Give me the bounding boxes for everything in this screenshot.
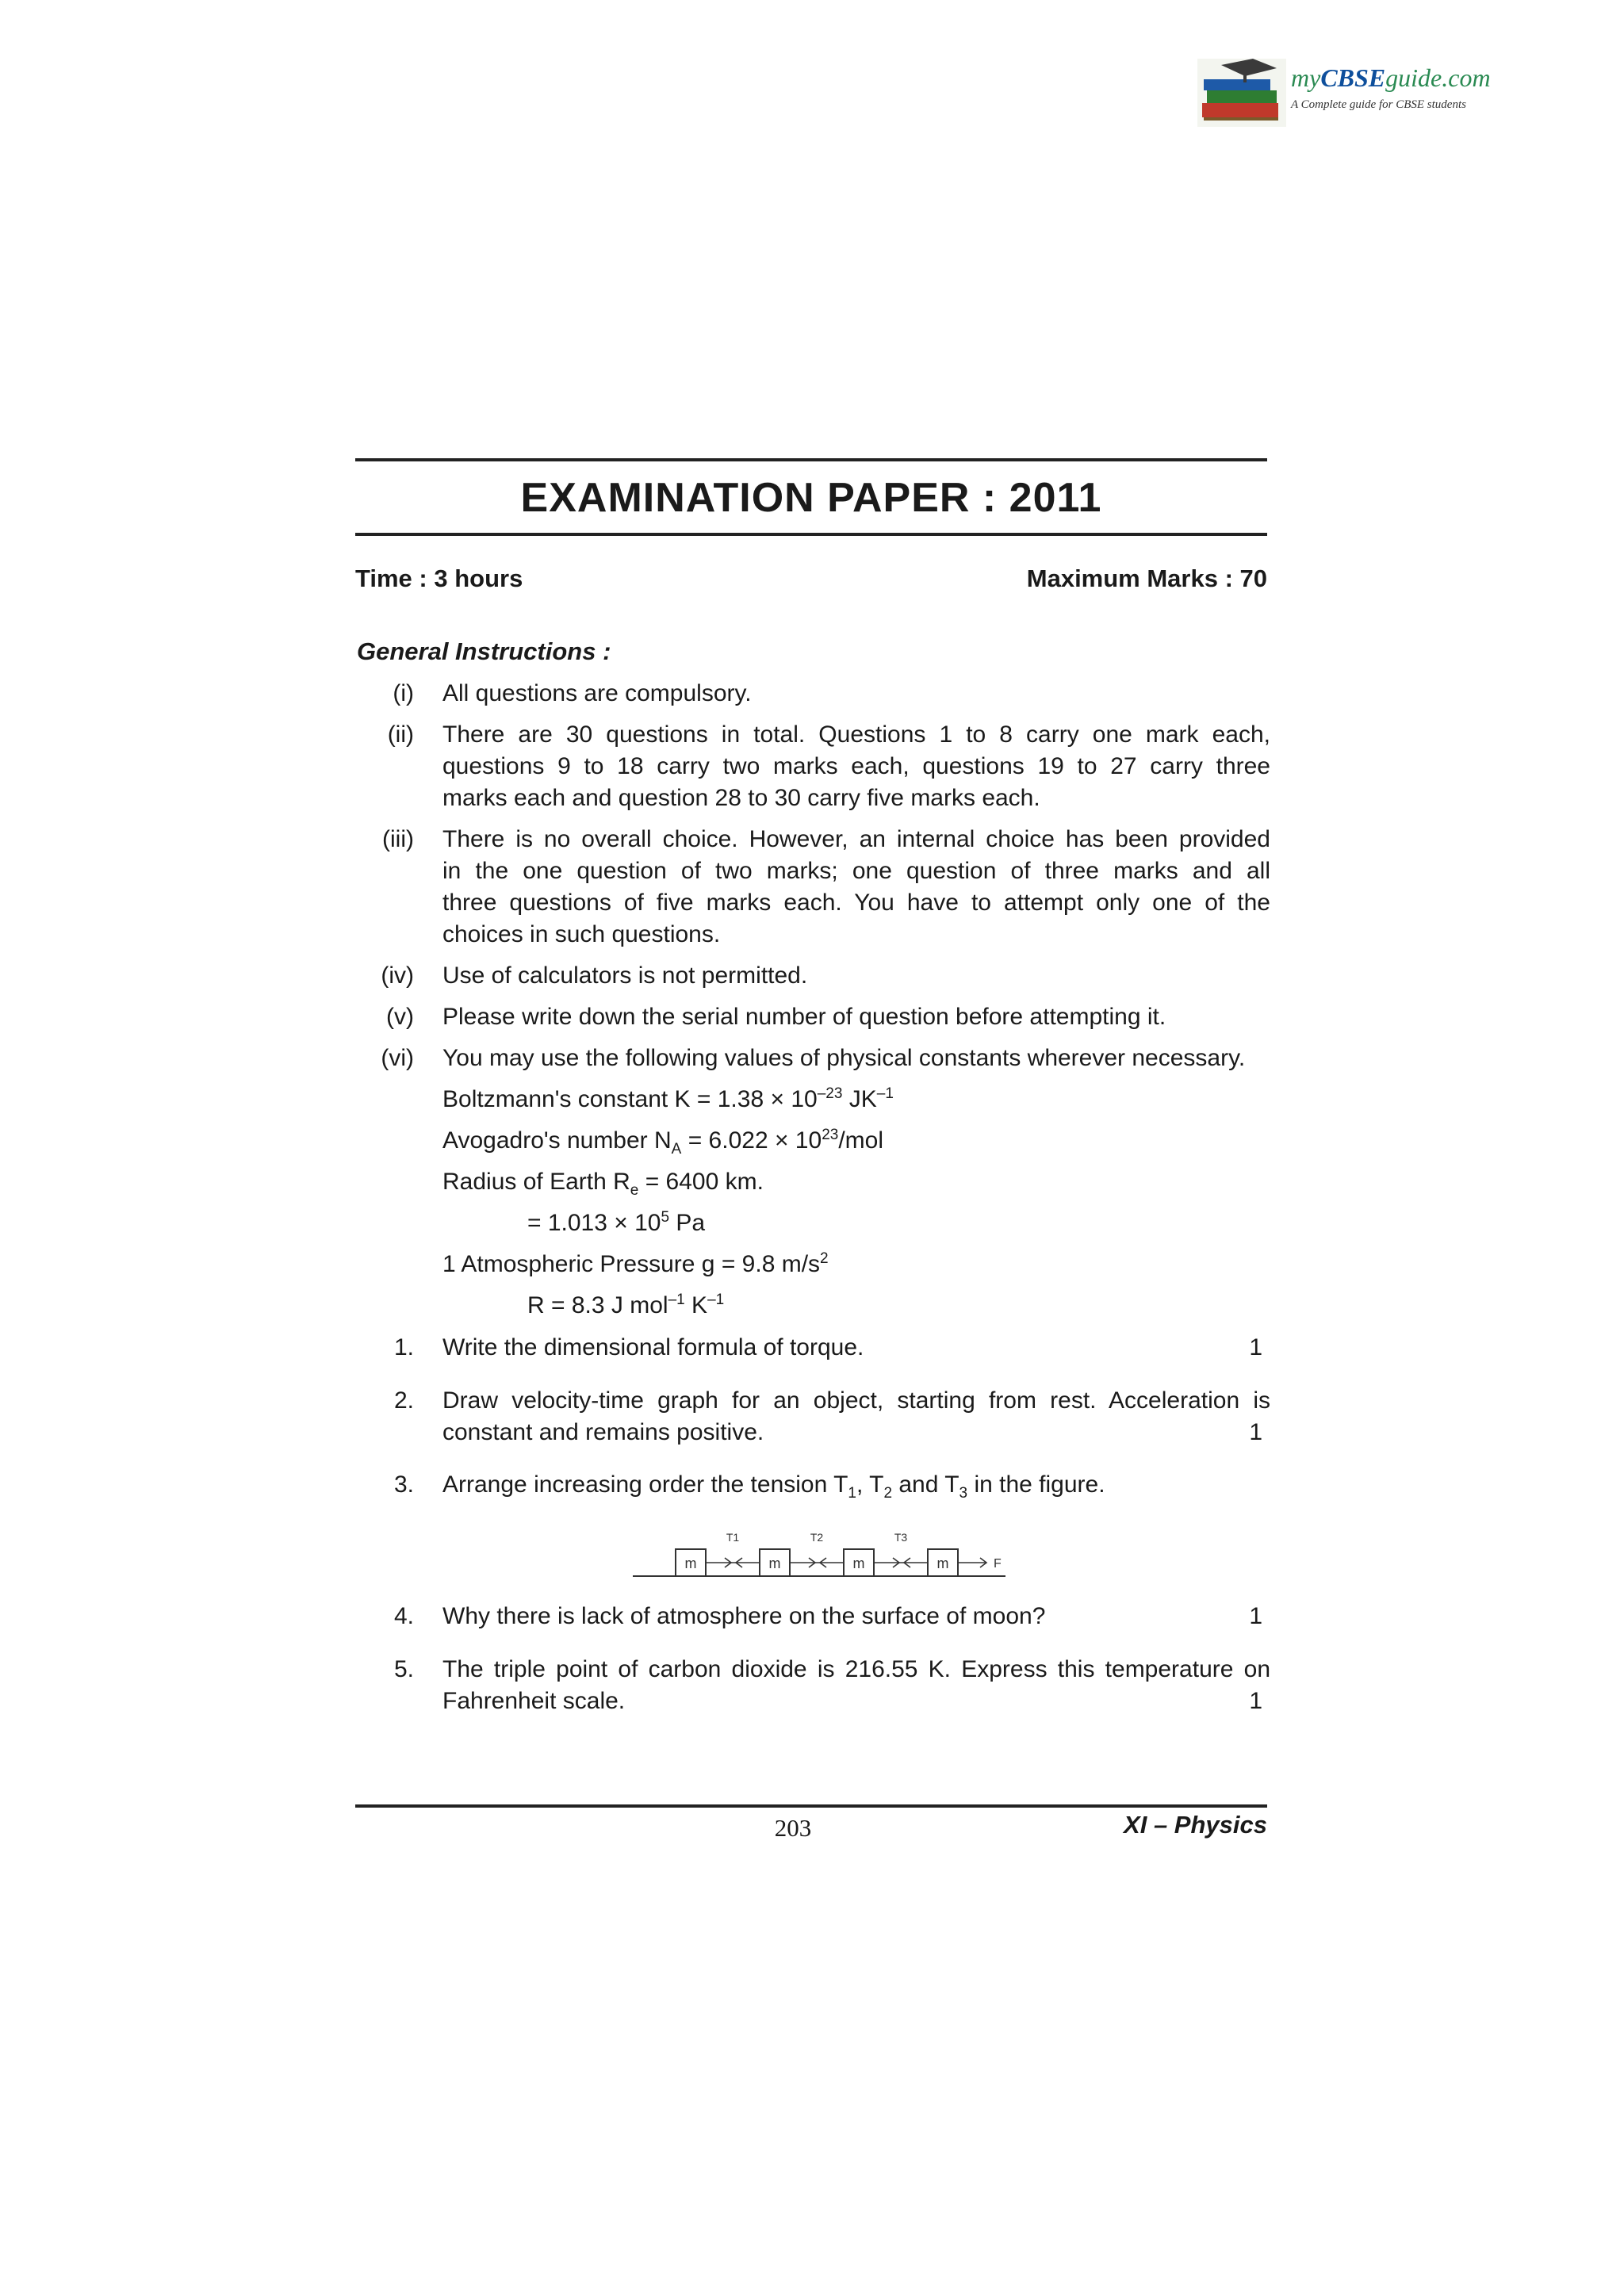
figure-string [874,1558,928,1567]
instruction-number: (vi) [381,1045,414,1071]
instruction-line: There is no overall choice. However, an internal choice has been provided [442,826,1270,852]
question-number: 5. [393,1656,414,1682]
max-marks-label: Maximum Marks : 70 [1026,564,1267,592]
instruction-line: choices in such questions. [442,921,721,947]
constant-avogadro: Avogadro's number $N_A = 6.022 \times 10^{23}/mol$ [442,1127,884,1158]
question-text: Arrange increasing order the tension $T_1$, $T_2$ and $T_3$ in the figure. [442,1471,1105,1502]
question-text: The triple point of carbon dioxide is 216.55 K. Express this temperature on [442,1656,1270,1682]
instruction-line: Use of calculators is not permitted. [442,962,808,989]
question-number: 1. [393,1334,414,1360]
figure-block-label: m [936,1556,949,1571]
question-number: 3. [393,1471,414,1498]
instruction-line: questions 9 to 18 carry two marks each, questions 19 to 27 carry three [442,753,1270,779]
question-text: Why there is lack of atmosphere on the surface of moon? [442,1603,1046,1629]
question-mark: 1 [1249,1688,1262,1714]
instruction-number: (v) [386,1004,414,1030]
instruction-number: (iv) [381,962,414,989]
question-mark: 1 [1249,1603,1262,1629]
instruction-line: There are 30 questions in total. Questions 1 to 8 carry one mark each, [442,721,1270,748]
constant-gas: R = 8.3 J mol$^{-1}$ $K^{-1}$ [527,1292,725,1318]
instruction-line: marks each and question 28 to 30 carry five marks each. [442,785,1040,811]
figure-block-label: m [684,1556,697,1571]
force-arrow [958,1558,986,1567]
logo-brand: myCBSEguide.com [1291,63,1491,92]
logo-tagline: A Complete guide for CBSE students [1291,98,1466,111]
constant-boltzmann: Boltzmann's constant $K = 1.38 \times 10^{-23}$ $JK^{-1}$ [442,1085,894,1112]
instructions-heading: General Instructions : [357,637,611,665]
constant-earth-radius: Radius of Earth $R_e = 6400$ km. [442,1169,764,1199]
instruction-number: (iii) [382,826,414,852]
tension-label-t3: T3 [894,1531,908,1544]
figure-string [790,1558,844,1567]
instruction-number: (ii) [387,721,414,748]
title-rule-bottom [355,533,1267,536]
instruction-line: You may use the following values of physical constants wherever necessary. [442,1045,1246,1071]
time-label: Time : 3 hours [355,564,523,592]
question-text: Write the dimensional formula of torque. [442,1334,864,1360]
instruction-line: three questions of five marks each. You have to attempt only one of the [442,890,1270,916]
page-number: 203 [774,1814,812,1842]
instruction-line: in the one question of two marks; one question of three marks and all [442,858,1270,884]
page-title: EXAMINATION PAPER : 2011 [520,475,1102,521]
tension-label-t2: T2 [810,1531,824,1544]
question-text: Fahrenheit scale. [442,1688,626,1714]
question-number: 4. [393,1603,414,1629]
title-rule-top [355,458,1267,461]
question-mark: 1 [1249,1419,1262,1445]
constant-pressure-label: 1 Atmospheric Pressure g = 9.8 $m/s^2$ [442,1250,829,1277]
instruction-line: All questions are compulsory. [442,680,752,706]
figure-block-label: m [852,1556,865,1571]
instruction-line: Please write down the serial number of question before attempting it. [442,1004,1166,1030]
figure-string [706,1558,760,1567]
tension-figure [633,1524,1005,1586]
footer-subject: XI – Physics [1124,1811,1267,1839]
instruction-number: (i) [393,680,414,706]
question-mark: 1 [1249,1334,1262,1360]
question-text: Draw velocity-time graph for an object, starting from rest. Acceleration is [442,1387,1270,1414]
tension-label-t1: T1 [726,1531,740,1544]
footer-rule [355,1804,1267,1808]
logo [1197,59,1508,127]
figure-block-label: m [768,1556,781,1571]
force-label: F [994,1557,1002,1571]
question-text: constant and remains positive. [442,1419,764,1445]
books-icon [1197,59,1286,127]
constant-pressure-value: = $1.013 \times 10^5$ Pa [527,1209,706,1236]
question-number: 2. [393,1387,414,1414]
